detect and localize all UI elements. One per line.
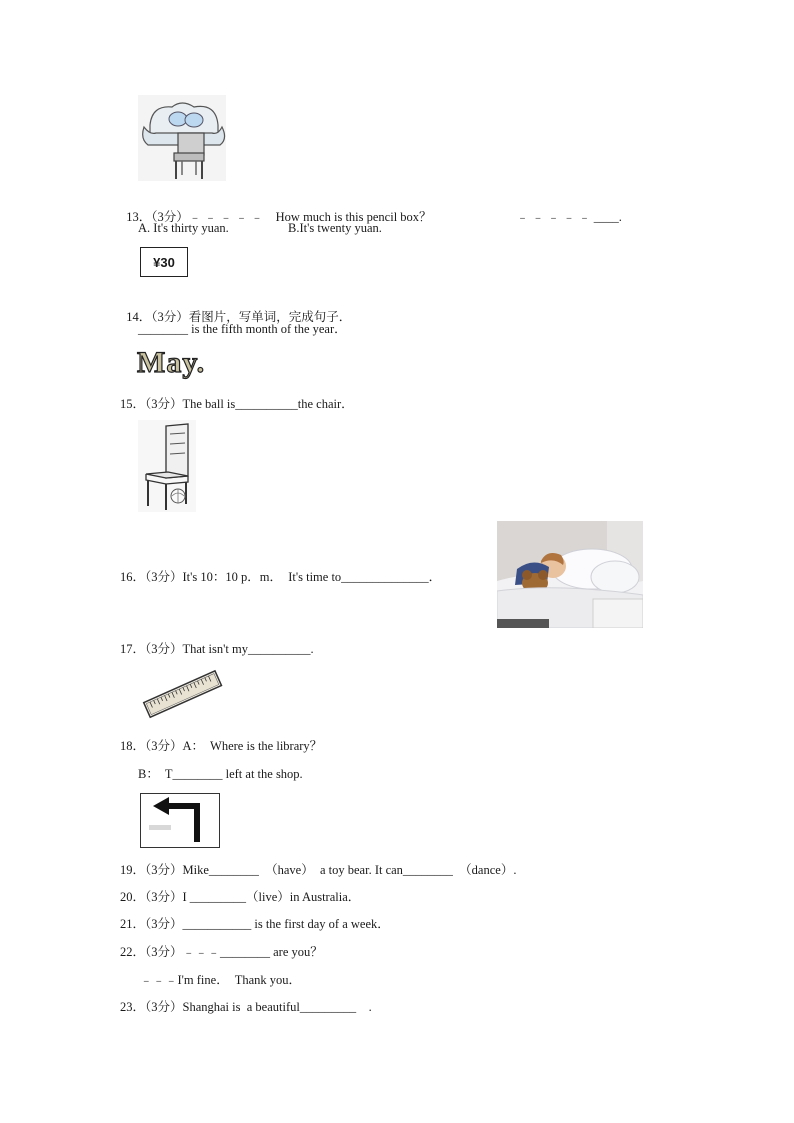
q23-question[interactable]: 23．（3分）Shanghai is a beautiful_________ . — [120, 1000, 372, 1014]
q17-question[interactable]: 17．（3分）That isn't my__________. — [120, 642, 314, 656]
q13-reply-dashes: ﹣﹣﹣﹣﹣ — [516, 210, 594, 224]
q13-answer-blank[interactable]: ____. — [593, 210, 622, 224]
q21-question[interactable]: 21．（3分）___________ is the first day of a week． — [120, 917, 390, 931]
ruler-image — [140, 666, 226, 724]
q16-question[interactable]: 16．（3分）It's 10：10 p．m． It's time to______________． — [120, 570, 442, 584]
q13-answer-line — [510, 193, 622, 225]
price-label: ¥30 — [153, 254, 175, 270]
chair-image — [138, 420, 196, 512]
sofa-and-chair-image — [138, 95, 226, 181]
price-tag-image — [140, 247, 188, 277]
q13-option-a[interactable]: A. It's thirty yuan. — [138, 221, 229, 235]
q22-line-b: ﹣﹣﹣I'm fine． Thank you． — [140, 973, 302, 987]
q22-line-a[interactable]: 22．（3分）﹣﹣﹣________ are you？ — [120, 945, 323, 959]
q13-question: How much is this pencil box？ — [275, 210, 432, 224]
q15-question[interactable]: 15．（3分）The ball is__________the chair． — [120, 397, 354, 411]
turn-left-arrow-icon — [141, 794, 219, 847]
sleeping-child-photo — [497, 521, 643, 628]
q14-number: 14．（3分） — [126, 310, 189, 324]
turn-left-sign-image — [140, 793, 220, 848]
q13-number: 13．（3分） — [126, 210, 189, 224]
q13-option-b[interactable]: B.It's twenty yuan. — [288, 221, 382, 235]
q19-question[interactable]: 19．（3分）Mike________ （have） a toy bear. It can________ （dance）. — [120, 863, 517, 877]
q20-question[interactable]: 20．（3分）I _________（live）in Australia． — [120, 890, 361, 904]
q18-line-b[interactable]: B： T________ left at the shop. — [138, 767, 303, 781]
q18-line-a: 18．（3分）A： Where is the library？ — [120, 739, 323, 753]
q14-sentence[interactable]: ________ is the fifth month of the year． — [138, 322, 347, 336]
may-word-image: May. — [137, 346, 206, 379]
q14-instruction: 看图片，写单词，完成句子． — [188, 310, 352, 324]
q13-lead-dashes: ﹣﹣﹣﹣﹣ — [188, 210, 267, 224]
